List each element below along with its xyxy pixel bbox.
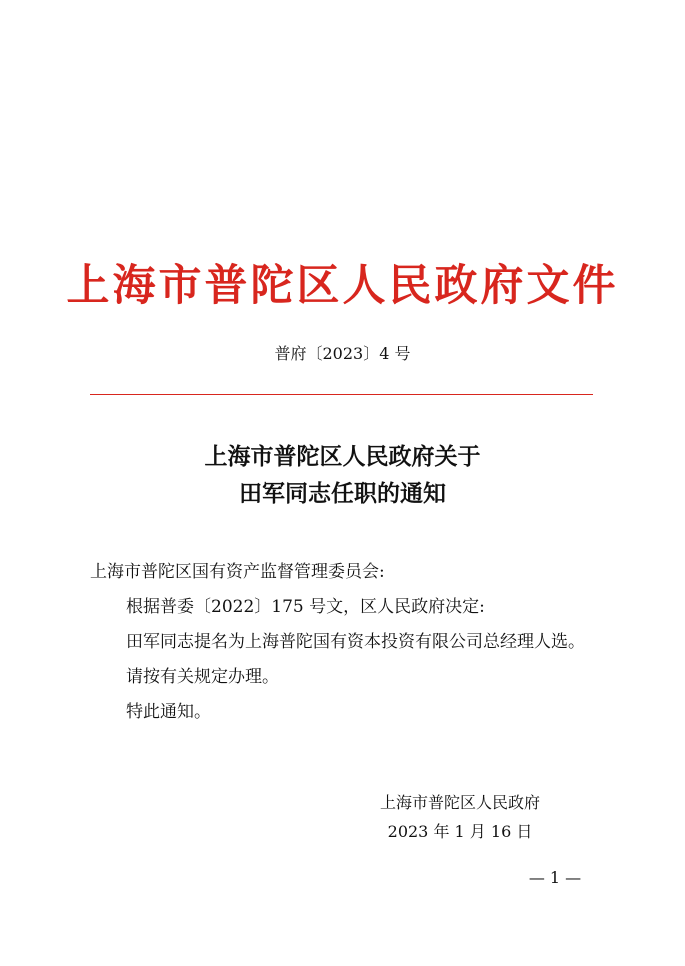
addressee: 上海市普陀区国有资产监督管理委员会: [90, 562, 385, 582]
page-number: — 1 — [528, 868, 582, 887]
red-separator-line [90, 394, 593, 395]
body-paragraph: 特此通知。 [126, 702, 211, 722]
signature-block [360, 788, 560, 846]
document-title-line-1: 上海市普陀区人民政府关于 [204, 443, 481, 470]
body-paragraph: 根据普委〔2022〕175 号文，区人民政府决定: [126, 597, 485, 617]
body-paragraph: 请按有关规定办理。 [126, 667, 279, 687]
issue-date: 2023 年 1 月 16 日 [387, 822, 533, 841]
document-body [90, 555, 610, 730]
body-paragraph: 田军同志提名为上海普陀国有资本投资有限公司总经理人选。 [126, 632, 585, 652]
document-title [0, 438, 685, 512]
document-title-line-2: 田军同志任职的通知 [239, 480, 446, 507]
document-number: 普府〔2023〕4 号 [274, 344, 411, 363]
document-masthead: 上海市普陀区人民政府文件 [66, 261, 619, 311]
issuing-authority: 上海市普陀区人民政府 [379, 793, 540, 812]
